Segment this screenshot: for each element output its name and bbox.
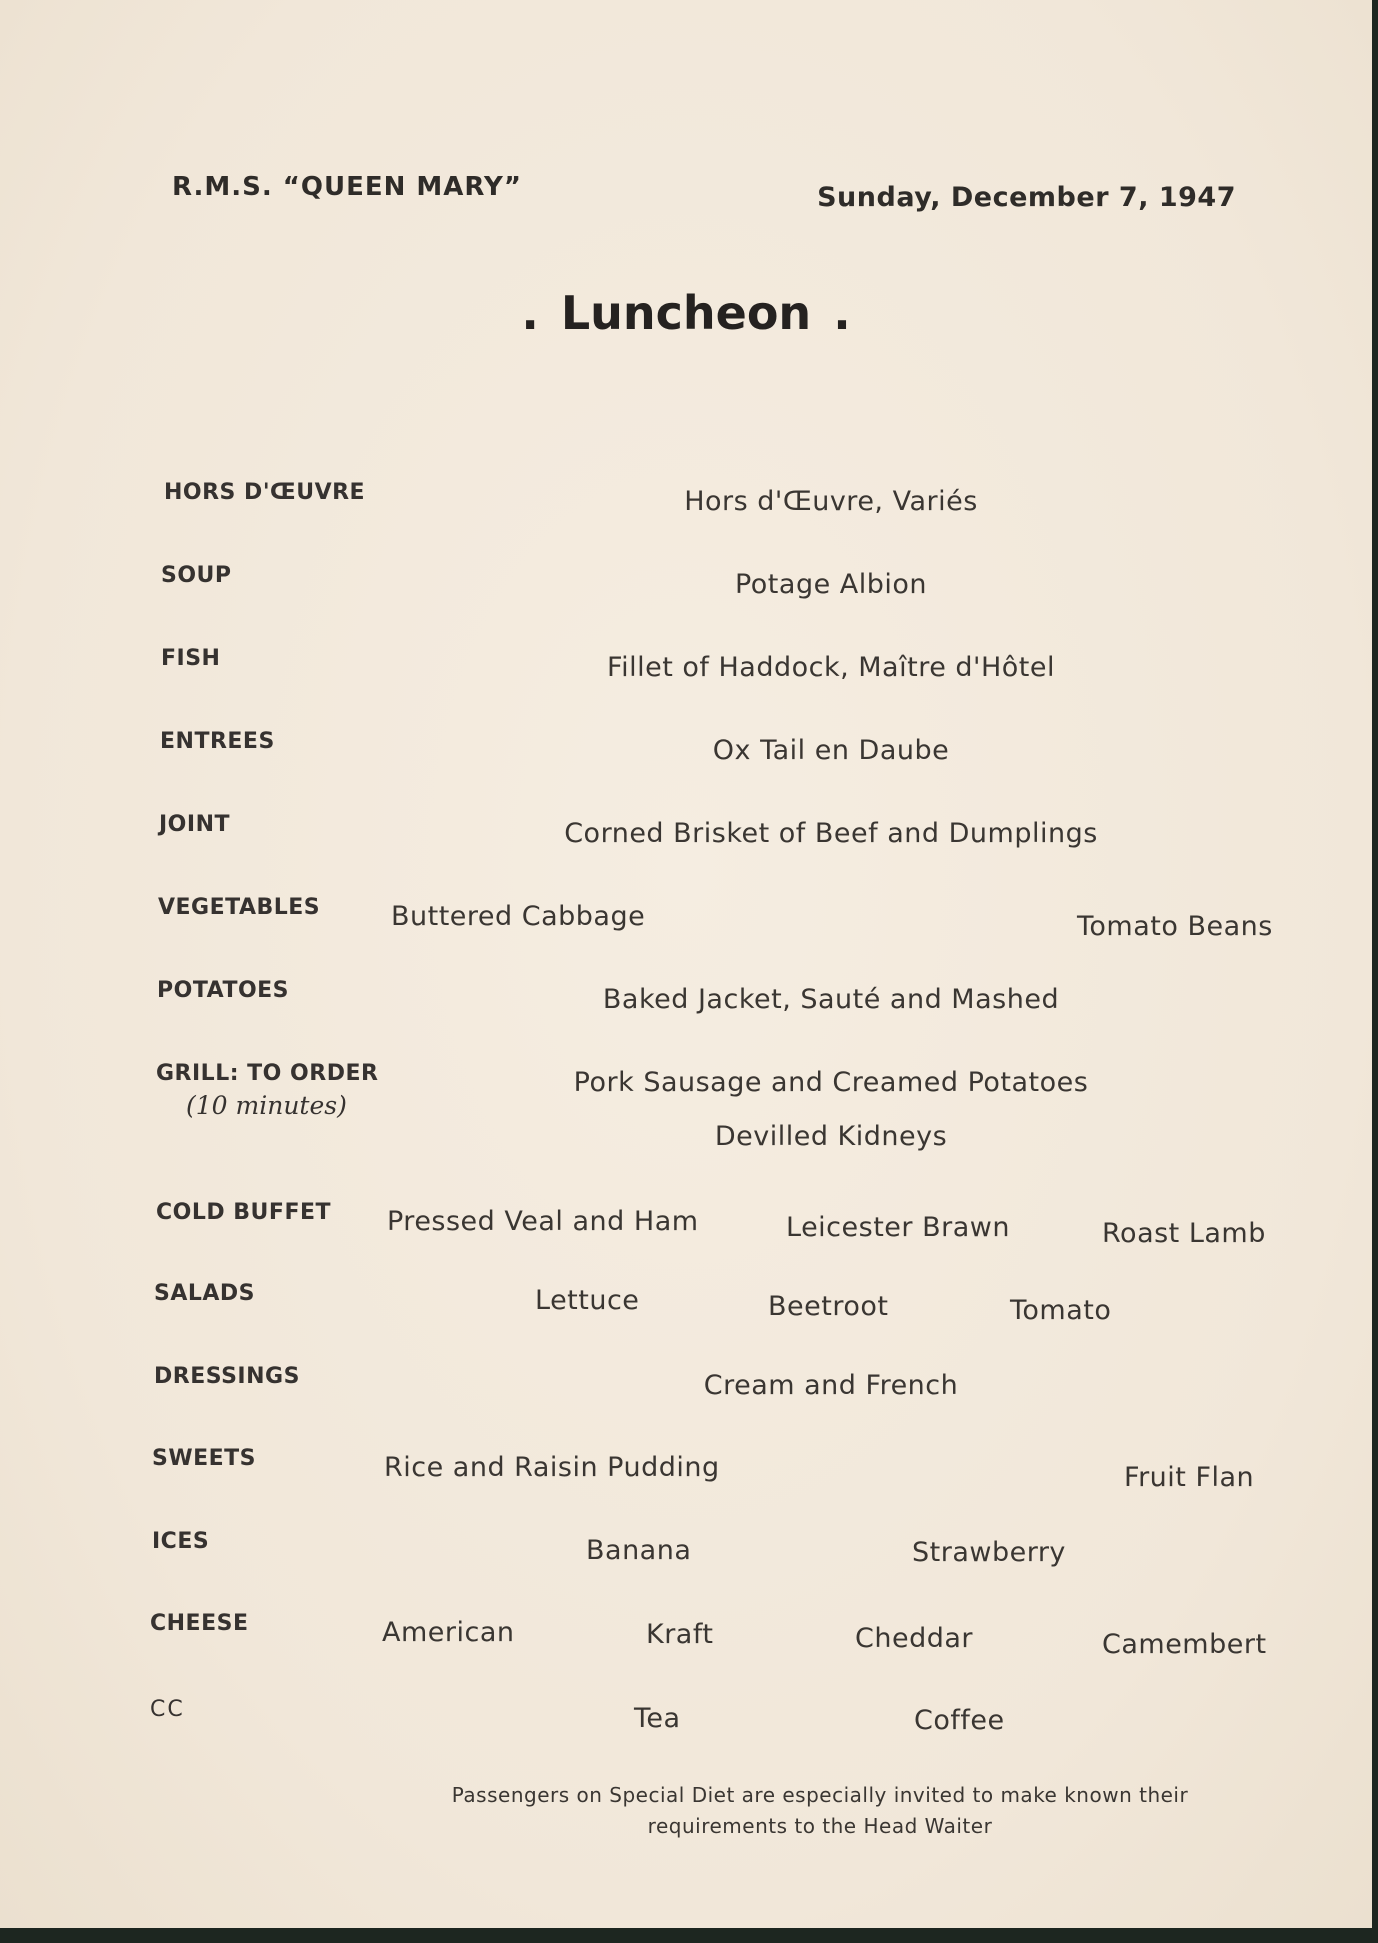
course-row-potatoes	[0, 978, 1372, 1048]
course-label: POTATOES	[157, 978, 290, 1003]
dish: Devilled Kidneys	[714, 1121, 948, 1152]
meal-title	[0, 286, 1372, 340]
dish: Corned Brisket of Beef and Dumplings	[564, 818, 1098, 849]
course-label: CC	[150, 1697, 185, 1722]
course-label: CHEESE	[150, 1611, 249, 1636]
dish: Hors d'Œuvre, Variés	[684, 486, 978, 517]
course-row-salads	[0, 1281, 1372, 1351]
course-label: SALADS	[154, 1281, 256, 1306]
course-label: SWEETS	[152, 1446, 257, 1471]
course-row-grill	[0, 1061, 1372, 1171]
course-row-soup	[0, 563, 1372, 633]
menu-date: Sunday, December 7, 1947	[817, 182, 1236, 213]
title-dot-left: .	[521, 286, 539, 340]
ship-name: R.M.S. “QUEEN MARY”	[172, 172, 522, 202]
course-row-dressings	[0, 1364, 1372, 1434]
course-label: HORS D'ŒUVRE	[164, 480, 366, 505]
dish: American	[382, 1617, 515, 1648]
dish: Fruit Flan	[1124, 1462, 1255, 1493]
title-dot-right: .	[833, 286, 851, 340]
dish: Banana	[586, 1535, 692, 1566]
course-label: COLD BUFFET	[156, 1200, 332, 1225]
dish: Pork Sausage and Creamed Potatoes	[573, 1067, 1089, 1098]
course-row-vegetables	[0, 895, 1372, 965]
dish: Tomato	[1010, 1295, 1112, 1326]
dish: Camembert	[1102, 1629, 1267, 1660]
dish: Tomato Beans	[1077, 911, 1273, 942]
dish: Cream and French	[703, 1370, 959, 1401]
course-label: ICES	[152, 1529, 210, 1554]
course-label: VEGETABLES	[158, 895, 321, 920]
dish: Buttered Cabbage	[391, 901, 646, 932]
dish: Kraft	[646, 1619, 714, 1650]
course-row-cc	[0, 1697, 1372, 1767]
dish: Leicester Brawn	[786, 1212, 1010, 1243]
dish: Fillet of Haddock, Maître d'Hôtel	[607, 652, 1055, 683]
course-row-cold-buffet	[0, 1200, 1372, 1270]
course-label: DRESSINGS	[154, 1364, 300, 1389]
course-label: GRILL: TO ORDER	[156, 1061, 379, 1086]
dish: Beetroot	[768, 1291, 889, 1322]
dish: Lettuce	[535, 1285, 640, 1316]
dish: Cheddar	[855, 1623, 973, 1654]
course-row-sweets	[0, 1446, 1372, 1516]
course-label: SOUP	[161, 563, 232, 588]
dish: Potage Albion	[734, 569, 928, 600]
course-row-ices	[0, 1529, 1372, 1599]
meal-title-text: Luncheon	[560, 286, 812, 340]
note-line-2: requirements to the Head Waiter	[647, 1814, 993, 1838]
dish: Ox Tail en Daube	[712, 735, 950, 766]
course-label: JOINT	[159, 812, 230, 837]
dish: Roast Lamb	[1102, 1218, 1266, 1249]
course-row-fish	[0, 646, 1372, 716]
note-line-1: Passengers on Special Diet are especially invited to make known their	[451, 1783, 1189, 1807]
dish: Baked Jacket, Sauté and Mashed	[602, 984, 1060, 1015]
course-sublabel: (10 minutes)	[186, 1091, 347, 1120]
dish: Tea	[634, 1703, 681, 1734]
course-row-hors-doeuvre	[0, 480, 1372, 550]
dish: Rice and Raisin Pudding	[384, 1452, 720, 1483]
dish: Pressed Veal and Ham	[387, 1206, 699, 1237]
course-label: FISH	[161, 646, 221, 671]
special-diet-note	[380, 1780, 1260, 1842]
dish: Coffee	[914, 1705, 1005, 1736]
course-row-joint	[0, 812, 1372, 882]
course-row-entrees	[0, 729, 1372, 799]
dish: Strawberry	[912, 1537, 1066, 1568]
course-row-cheese	[0, 1611, 1372, 1681]
course-label: ENTREES	[160, 729, 275, 754]
